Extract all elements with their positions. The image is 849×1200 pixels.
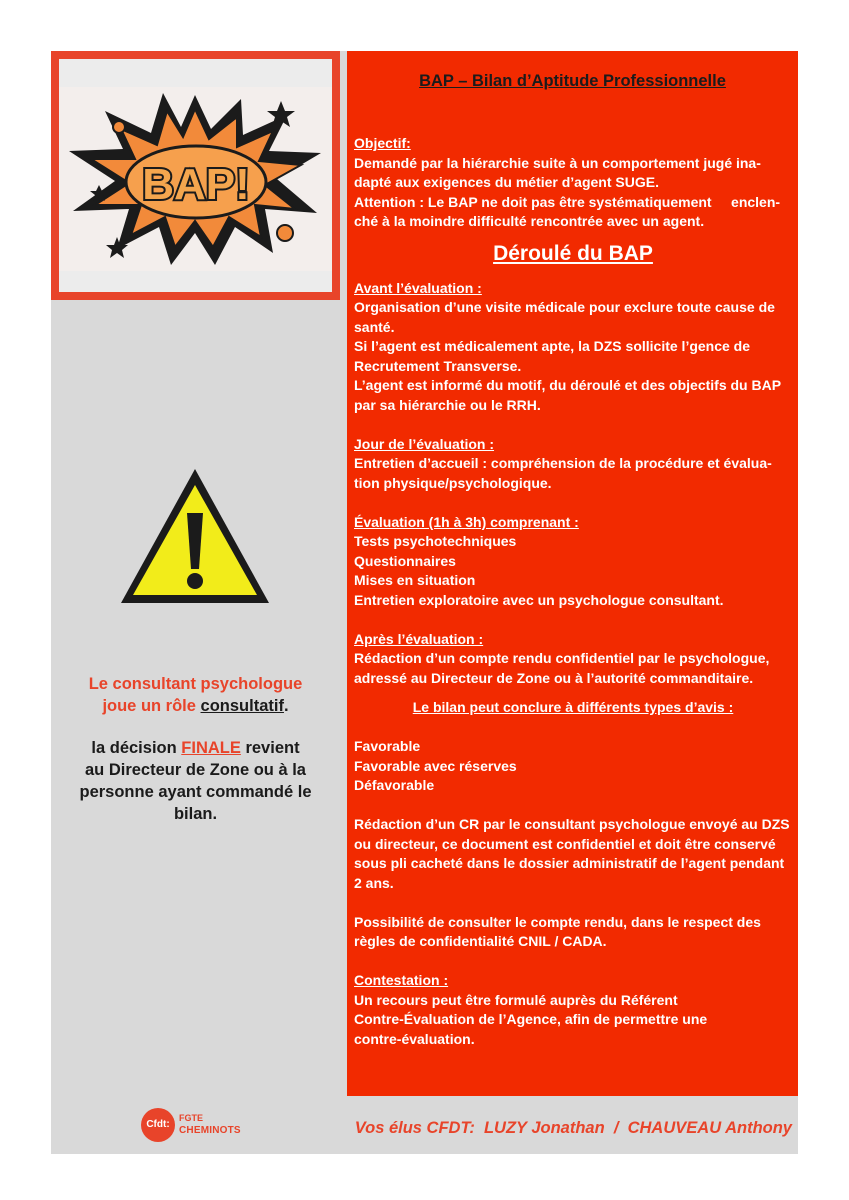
- avant-heading: Avant l’évaluation :: [354, 279, 482, 296]
- cfdt-org-line-2: CHEMINOTS: [179, 1125, 241, 1136]
- avant-line: par sa hiérarchie ou le RRH.: [354, 396, 541, 413]
- elus-credits: Vos élus CFDT: LUZY Jonathan / CHAUVEAU Anthony: [354, 1119, 792, 1137]
- page-panel: [51, 51, 798, 1154]
- avis-item: Défavorable: [354, 777, 435, 793]
- contestation-line: Un recours peut être formulé auprès du Référent: [354, 991, 678, 1008]
- bap-logo-frame: [51, 51, 340, 300]
- aside-line-6: bilan.: [173, 805, 218, 823]
- cfdt-badge: Cfdt:: [141, 1108, 175, 1142]
- page-title: BAP – Bilan d’Aptitude Professionnelle: [419, 72, 726, 90]
- avant-line: Organisation d’une visite médicale pour exclure toute cause de: [354, 299, 775, 315]
- bap-logo-background: [59, 59, 332, 292]
- cfdt-logo: [141, 1108, 261, 1142]
- bap-logo-band: [59, 87, 332, 271]
- evaluation-item: Mises en situation: [354, 572, 476, 588]
- apres-line: Rédaction d’un compte rendu confidentiel par le psychologue,: [354, 650, 770, 666]
- aside-finale: FINALE: [181, 739, 241, 757]
- contestation-line: Contre-Évaluation de l’Agence, afin de permettre une: [354, 1011, 708, 1027]
- evaluation-item: Questionnaires: [354, 552, 456, 569]
- aside-consultatif: consultatif: [200, 697, 284, 715]
- contestation-line: contre-évaluation.: [354, 1030, 475, 1047]
- evaluation-item: Tests psychotechniques: [354, 533, 517, 549]
- deroule-heading: Déroulé du BAP: [493, 241, 653, 265]
- avis-item: Favorable avec réserves: [354, 757, 517, 774]
- objectif-line: ché à la moindre difficulté rencontrée avec un agent.: [354, 213, 705, 229]
- avant-line: Recrutement Transverse.: [354, 357, 522, 374]
- evaluation-item: Entretien exploratoire avec un psychologue consultant.: [354, 591, 724, 608]
- aside-line-2-pre: joue un rôle: [102, 697, 201, 715]
- cr-line: sous pli cacheté dans le dossier administratif de l’agent pendant: [354, 855, 785, 871]
- bap-burst-icon: [59, 87, 332, 271]
- consultant-note: [51, 673, 340, 825]
- bap-logo-text: BAP!: [142, 160, 250, 209]
- cr-line: 2 ans.: [354, 874, 394, 891]
- objectif-line: dapté aux exigences du métier d’agent SUGE.: [354, 174, 659, 190]
- aside-line-5: personne ayant commandé le: [79, 783, 312, 801]
- aside-line-2: [51, 695, 340, 717]
- apres-line: adressé au Directeur de Zone ou à l’autorité commanditaire.: [354, 669, 754, 686]
- jour-line: tion physique/psychologique.: [354, 474, 552, 491]
- cr-line: Rédaction d’un CR par le consultant psychologue envoyé au DZS: [354, 816, 790, 832]
- aside-line-4: au Directeur de Zone ou à la: [85, 761, 306, 779]
- avant-line: santé.: [354, 318, 395, 335]
- main-content: [354, 134, 792, 1049]
- left-column: [51, 51, 347, 1096]
- aside-line-3: [51, 737, 340, 759]
- jour-heading: Jour de l’évaluation :: [354, 435, 495, 452]
- contestation-heading: Contestation :: [354, 972, 449, 988]
- apres-heading: Après l’évaluation :: [354, 630, 484, 647]
- aside-line-2-post: .: [283, 697, 289, 715]
- consult-line: Possibilité de consulter le compte rendu, dans le respect des: [354, 913, 761, 930]
- footer: [51, 1096, 798, 1154]
- bilan-heading: Le bilan peut conclure à différents types d’avis :: [412, 699, 734, 715]
- aside-line-3-post: revient: [240, 739, 300, 757]
- aside-line-3-pre: la décision: [91, 739, 182, 757]
- consult-line: règles de confidentialité CNIL / CADA.: [354, 933, 607, 949]
- evaluation-heading: Évaluation (1h à 3h) comprenant :: [354, 513, 579, 530]
- warning-icon: [115, 461, 275, 611]
- objectif-heading: Objectif:: [354, 135, 411, 151]
- avant-line: Si l’agent est médicalement apte, la DZS sollicite l’gence de: [354, 338, 751, 354]
- cfdt-org-line-1: FGTE: [179, 1113, 203, 1123]
- main-panel: [347, 51, 798, 1096]
- jour-line: Entretien d’accueil : compréhension de la procédure et évalua-: [354, 455, 772, 471]
- avis-item: Favorable: [354, 738, 421, 754]
- aside-line-1: Le consultant psychologue: [88, 675, 303, 693]
- cr-line: ou directeur, ce document est confidentiel et doit être conservé: [354, 835, 776, 852]
- objectif-line: Demandé par la hiérarchie suite à un comportement jugé ina-: [354, 154, 761, 171]
- avant-line: L’agent est informé du motif, du déroulé et des objectifs du BAP: [354, 377, 782, 393]
- objectif-line: Attention : Le BAP ne doit pas être systématiquement enclen-: [354, 193, 781, 210]
